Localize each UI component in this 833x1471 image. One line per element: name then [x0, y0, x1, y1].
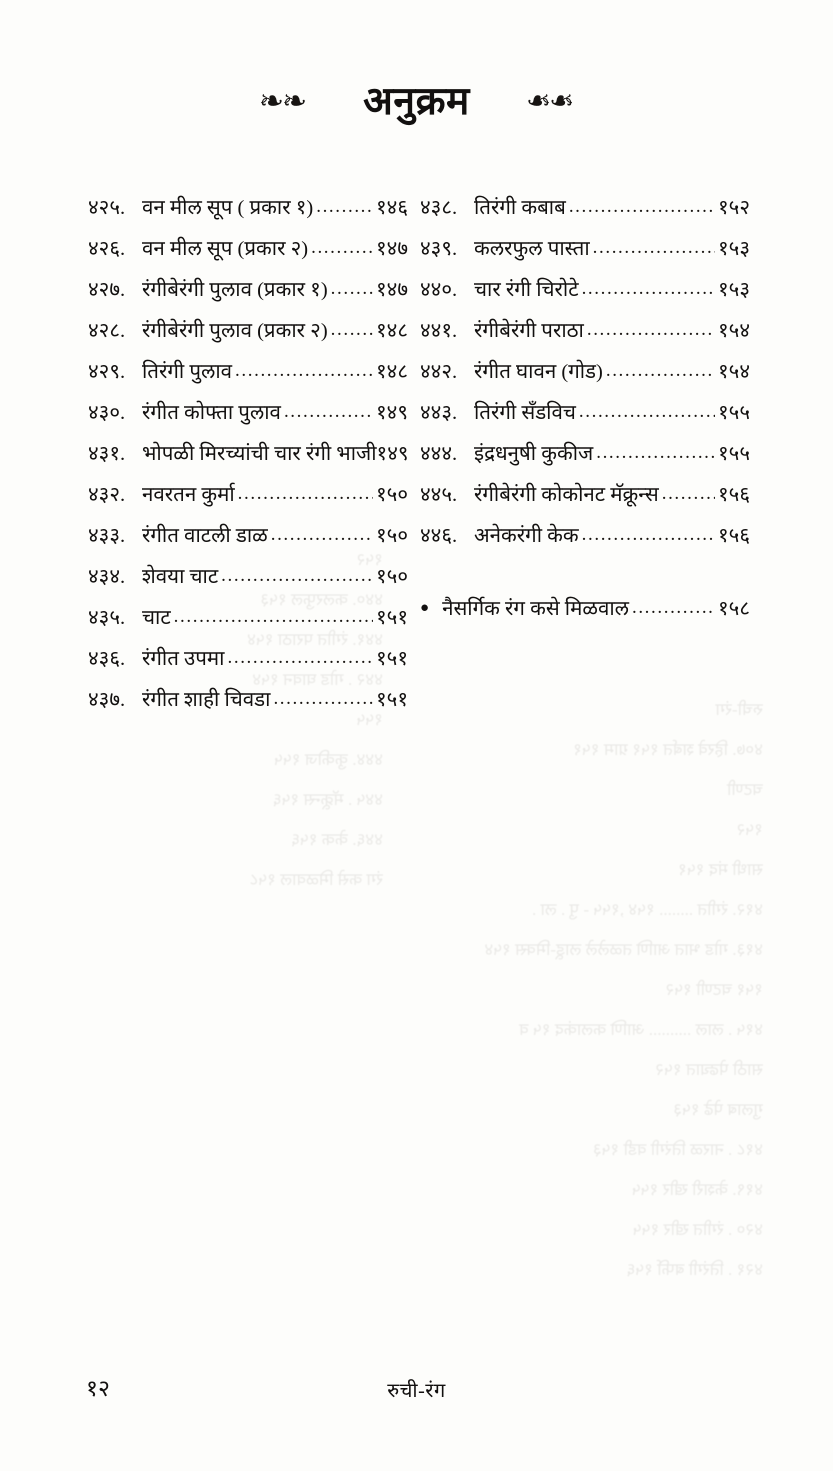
toc-entry-page: १५०: [376, 566, 408, 588]
toc-entry-number: ४२९.: [88, 361, 126, 383]
toc-entry[interactable]: [88, 598, 408, 639]
toc-entry[interactable]: [88, 270, 408, 311]
bleed-line: १५२: [736, 820, 763, 839]
toc-entry-page: १४७: [376, 279, 408, 301]
toc-entry-page: १५४: [718, 320, 750, 342]
toc-leader-dots: [331, 309, 373, 350]
toc-entry-page: १४९: [376, 402, 408, 424]
toc-entry[interactable]: [420, 229, 750, 270]
toc-leader-dots: [284, 391, 373, 432]
bleed-line: ४०७. हिरवे शर्बत १५१ ग्राम १५१: [573, 740, 763, 759]
toc-leader-dots: [579, 391, 715, 432]
toc-entry-page: १५०: [376, 484, 408, 506]
toc-entry-label: रंगीत शाही चिवडा: [142, 689, 271, 711]
toc-entry-page: १४८: [376, 320, 408, 342]
toc-entry-number: ४३३.: [88, 525, 126, 547]
toc-entry-page: १५२: [718, 197, 750, 219]
toc-entry-label: चाट: [142, 607, 171, 629]
toc-entry-number: ४३६.: [88, 648, 126, 670]
toc-leader-dots: [174, 596, 373, 637]
toc-leader-dots: [582, 514, 715, 555]
toc-entry[interactable]: [420, 311, 750, 352]
toc-entry-label: तिरंगी कबाब: [474, 197, 566, 219]
toc-entry[interactable]: [88, 680, 408, 721]
toc-entry[interactable]: [88, 188, 408, 229]
toc-leader-dots: [331, 268, 373, 309]
toc-entry-number: ४२७.: [88, 279, 126, 301]
toc-entry-label: भोपळी मिरच्यांची चार रंगी भाजी: [142, 443, 377, 465]
toc-entry-number: ४३८.: [420, 197, 458, 219]
toc-entry-label: वन मील सूप (प्रकार २): [142, 238, 309, 260]
toc-leader-dots: [606, 350, 715, 391]
bleed-line: गुलाब पेढे १५३: [673, 1100, 763, 1119]
toc-entry-page: १४७: [376, 238, 408, 260]
toc-leader-dots: [221, 555, 373, 596]
bleed-line: रंग कसे मिळवाल १५८: [249, 870, 383, 889]
bleed-line: साधी मंद १५१: [678, 860, 763, 879]
toc-entry-label: नवरतन कुर्मा: [142, 484, 235, 506]
toc-entry-page: १५६: [718, 484, 750, 506]
toc-entry[interactable]: [88, 639, 408, 680]
toc-entry[interactable]: [420, 393, 750, 434]
toc-leader-dots: [596, 432, 715, 473]
toc-entry-label: रंगीत उपमा: [142, 648, 225, 670]
toc-note-label: नैसर्गिक रंग कसे मिळवाल: [442, 598, 629, 620]
bleed-line: ४१२. रंगीत ........ १५४ ,१५५ - पु . ला .: [531, 900, 763, 919]
toc-entry-label: अनेकरंगी केक: [474, 525, 579, 547]
toc-entry-label: वन मील सूप ( प्रकार १): [142, 197, 314, 219]
toc-leader-dots: [273, 678, 373, 719]
toc-entry[interactable]: [88, 352, 408, 393]
toc-entry-number: ४२६.: [88, 238, 126, 260]
bleed-line: ४४६. केक १५६: [291, 830, 383, 849]
toc-entry-page: १४६: [376, 197, 408, 219]
toc-entry[interactable]: [420, 475, 750, 516]
bleed-line: ४४२ . गोड घावन १५४: [252, 670, 383, 689]
toc-entry-number: ४३७.: [88, 689, 126, 711]
toc-entry-label: चार रंगी चिरोटे: [474, 279, 579, 301]
toc-entry-number: ४२८.: [88, 320, 126, 342]
toc-leader-dots: [316, 186, 373, 227]
ornament-left-icon: ❧❧: [258, 84, 306, 118]
toc-leader-dots: [569, 186, 715, 227]
toc-entry-page: १५५: [718, 443, 750, 465]
toc-entry-page: १५३: [718, 279, 750, 301]
bleed-line: ४४१. रंगीत पराठा १५४: [247, 630, 383, 649]
toc-entry-label: इंद्रधनुषी कुकीज: [474, 443, 594, 465]
toc-entry[interactable]: [88, 557, 408, 598]
bleed-line: ४४४. कुकीज १५५: [274, 750, 383, 769]
toc-leader-dots: [582, 268, 715, 309]
toc-leader-dots: [311, 227, 373, 268]
toc-entry-number: ४४५.: [420, 484, 458, 506]
toc-entry-label: रंगीबेरंगी कोकोनट मॅक्रून्स: [474, 484, 659, 506]
bleed-line: चटणी: [726, 780, 763, 799]
toc-entry-number: ४३२.: [88, 484, 126, 506]
toc-entry-label: रंगीबेरंगी पुलाव (प्रकार १): [142, 279, 328, 301]
toc-entry-page: १५६: [718, 525, 750, 547]
bleed-line: ४१५ . लाल .......... आणि कलाकंद १५ व: [519, 1020, 763, 1039]
toc-entry[interactable]: [88, 434, 408, 475]
toc-leader-dots: [228, 637, 374, 678]
toc-entry[interactable]: [88, 516, 408, 557]
toc-entry-label: रंगीबेरंगी पुलाव (प्रकार २): [142, 320, 328, 342]
toc-entry-number: ४३४.: [88, 566, 126, 588]
bleed-line: १५५: [356, 710, 383, 729]
toc-entry-label: रंगीत वाटली डाळ: [142, 525, 268, 547]
bleed-line: ४४०. कलरफुल १५३: [260, 590, 383, 609]
page-heading: [0, 82, 833, 121]
toc-entry-label: शेवया चाट: [142, 566, 219, 588]
toc-entry-number: ४३१.: [88, 443, 126, 465]
toc-column-right: [420, 188, 750, 721]
toc-leader-dots: [632, 587, 715, 628]
toc-entry-page: १५४: [718, 361, 750, 383]
toc-entry-number: ४४०.: [420, 279, 458, 301]
toc-note-entry[interactable]: [420, 589, 750, 632]
toc-entry-number: ४४१.: [420, 320, 458, 342]
bleed-line: रुची-रंग: [715, 700, 763, 719]
toc-entry[interactable]: [88, 393, 408, 434]
toc-leader-dots: [238, 473, 373, 514]
toc-leader-dots: [271, 514, 373, 555]
bleed-line: ४१३. गोड भात आणि तळलेले लाडू-मिक्स १५४: [484, 940, 763, 959]
toc-leader-dots: [593, 227, 715, 268]
toc-entry-label: रंगीत कोफ्ता पुलाव: [142, 402, 281, 424]
toc-entry[interactable]: [88, 311, 408, 352]
toc-leader-dots: [587, 309, 715, 350]
toc-entry-label: तिरंगी पुलाव: [142, 361, 233, 383]
page-title: अनुक्रम: [363, 80, 470, 123]
bleed-line: १५२: [356, 550, 383, 569]
bleed-line: १५१ चटणी १५२: [665, 980, 763, 999]
bleed-line: ४२० . रंगीत खीर १५५: [632, 1220, 763, 1239]
bleed-line: साठी पेढ्यात १५२: [655, 1060, 763, 1079]
toc-entry[interactable]: [88, 229, 408, 270]
toc-entry-label: रंगीबेरंगी पराठा: [474, 320, 584, 342]
toc-entry[interactable]: [420, 434, 750, 475]
toc-entry[interactable]: [420, 516, 750, 557]
toc-entry-label: तिरंगी सँडविच: [474, 402, 576, 424]
toc-column-left: [88, 188, 408, 721]
toc-leader-dots: [662, 473, 715, 514]
toc-entry-page: १५०: [376, 525, 408, 547]
toc-entry-number: ४४२.: [420, 361, 458, 383]
toc-entry-number: ४३०.: [88, 402, 126, 424]
toc-entry-number: ४४६.: [420, 525, 458, 547]
toc-entry-number: ४४४.: [420, 443, 458, 465]
bullet-icon: ●: [420, 600, 430, 616]
toc-note-page: १५८: [718, 598, 750, 620]
toc-entry-label: रंगीत घावन (गोड): [474, 361, 603, 383]
toc-entry-page: १४८: [376, 361, 408, 383]
bleed-line: ४४५ . मॅक्रून्स १५६: [272, 790, 383, 809]
toc-entry-number: ४३५.: [88, 607, 126, 629]
toc-entry-number: ४२५.: [88, 197, 126, 219]
running-head: रुची-रंग: [387, 1380, 446, 1402]
toc-entry-page: १५५: [718, 402, 750, 424]
bleed-line: ४१८ . नारळ तिरंगी वडी १५३: [592, 1140, 763, 1159]
toc-entry-page: १५३: [718, 238, 750, 260]
ornament-right-icon: ❧❧: [527, 84, 575, 118]
page-number: १२: [86, 1376, 110, 1401]
toc-leader-dots: [235, 350, 373, 391]
toc-entry-label: कलरफुल पास्ता: [474, 238, 590, 260]
toc-entry-page: १४९: [376, 443, 409, 465]
bleed-line: ४१९. केशरी खीर १५५: [631, 1180, 763, 1199]
toc-entry[interactable]: [420, 270, 750, 311]
toc-entry[interactable]: [420, 188, 750, 229]
toc-entry-number: ४४३.: [420, 402, 458, 424]
toc-columns: [88, 188, 750, 721]
toc-entry[interactable]: [420, 352, 750, 393]
toc-entry-page: १५१: [376, 607, 408, 629]
toc-entry[interactable]: [88, 475, 408, 516]
toc-entry-page: १५१: [376, 648, 408, 670]
bleed-line: ४२१ . तिरंगी बर्फी १५६: [626, 1260, 763, 1279]
toc-entry-page: १५१: [376, 689, 408, 711]
toc-entry-number: ४३९.: [420, 238, 458, 260]
